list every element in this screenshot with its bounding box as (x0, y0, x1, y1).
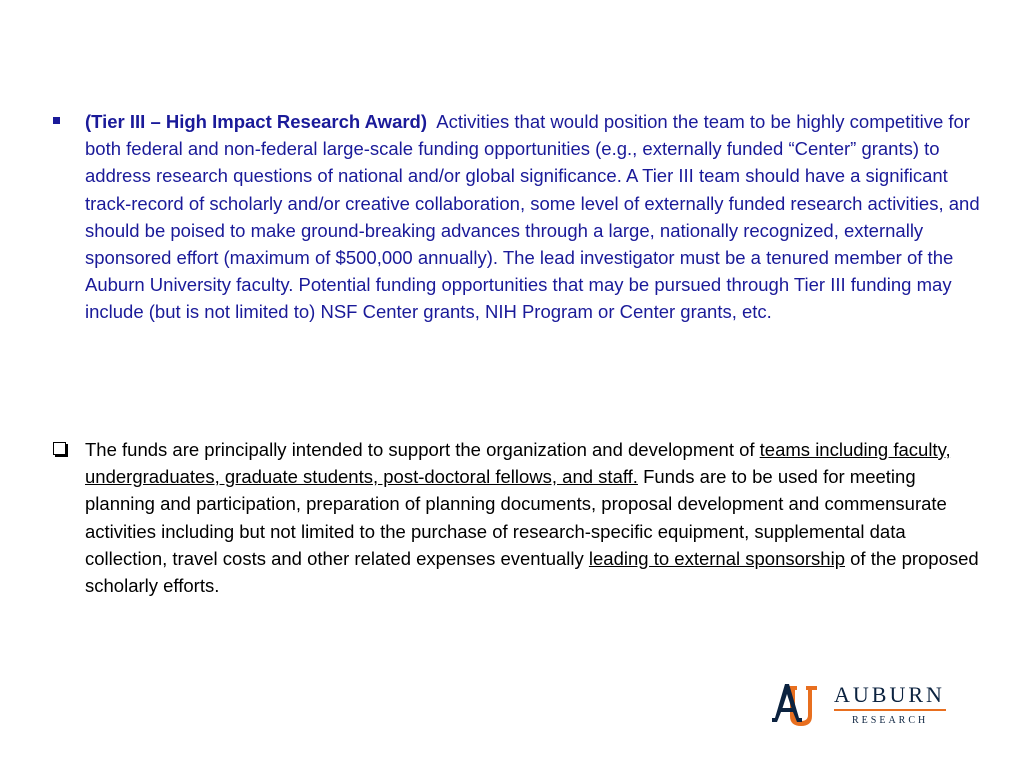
funds-underline-teams: teams including faculty, undergraduates, graduate students, post-doctoral fellows, and staff. (85, 439, 951, 488)
funds-end: of the proposed scholarly efforts. (85, 547, 979, 597)
tier3-heading: (Tier III – High Impact Research Award) (85, 111, 428, 132)
funds-bullet (85, 436, 980, 599)
logo-divider (834, 709, 946, 711)
logo-subtitle: RESEARCH (852, 715, 929, 726)
au-monogram-icon (768, 676, 826, 732)
funds-middle: Funds are to be used for meeting planning and participation, preparation of planning documents, proposal development and commensurate activities including but not limited to the purchase of research-specific equipment, supplemental data collection, travel costs and other related expenses eventually (85, 466, 947, 569)
logo-wordmark: AUBURN (834, 682, 945, 707)
tier3-bullet (85, 108, 980, 326)
checkbox-bullet-icon (53, 442, 66, 455)
square-bullet-icon (53, 117, 60, 124)
auburn-research-logo (768, 676, 958, 732)
tier3-body: Activities that would position the team to be highly competitive for both federal and non-federal large-scale funding opportunities (e.g., externally funded “Center” grants) to address research questions of national and/or global significance. A Tier III team should have a significant track-record of scholarly and/or creative collaboration, some level of externally funded research activities, and should be poised to make ground-breaking advances through a large, nationally recognized, externally sponsored effort (maximum of $500,000 annually). The lead investigator must be a tenured member of the Auburn University faculty. Potential funding opportunities that may be pursued through Tier III funding may include (but is not limited to) NSF Center grants, NIH Program or Center grants, etc. (85, 111, 980, 323)
funds-underline-sponsorship: leading to external sponsorship (588, 547, 845, 569)
funds-intro: The funds are principally intended to support the organization and development of (85, 439, 760, 460)
